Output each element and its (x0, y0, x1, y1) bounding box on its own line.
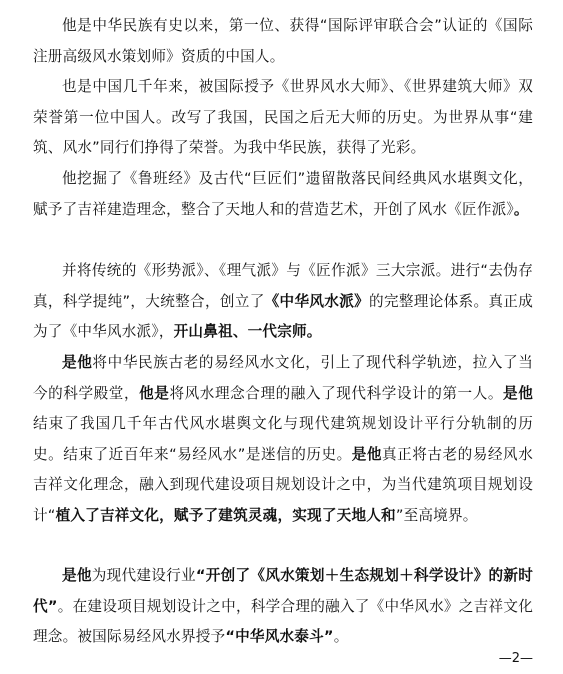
text-run: 他是中华民族有史以来，第一位、获得“国际评审联合会”认证的《国际注册高级风水策划师》资质的中国人。 (33, 17, 533, 65)
text-run: 为现代建设行业 (91, 567, 196, 584)
paragraph-3 (33, 164, 533, 225)
text-run: 并将传统的《形势派》、《理气派》与《匠作派》三大宗派。进行“去伪存真，科学提纯”，大统整合，创立了 (33, 262, 533, 310)
paragraph-1 (33, 11, 533, 72)
text-run-bold: 《中华风水派》 (264, 292, 370, 310)
text-run: 真正将古老的易经风水吉祥文化理念，融入到现代建设项目规划设计之中，为当代建筑项目规划设计“ (33, 445, 533, 524)
text-run: 将风水理念合理的融入了现代科学设计的第一人。 (169, 384, 504, 402)
text-run-bold: 开山鼻祖、一代宗师。 (173, 323, 322, 340)
paragraph-4 (33, 256, 533, 348)
text-run: 结束了我国几千年古代风水堪舆文化与现代建筑规划设计平行分轨制的历史。结束了近百年来“易经风水”是迷信的历史。 (33, 415, 533, 463)
text-run-bold: “中华风水泰斗” (225, 628, 334, 645)
paragraph-6 (33, 561, 533, 653)
text-run: 的完整理论体系。真正成为了《中华风水派》， (33, 292, 534, 340)
text-run-bold: 是他 (351, 445, 383, 463)
text-run: 将中华民族古老的易经风水文化，引上了现代科学轨迹，拉入了当今的科学殿堂， (33, 354, 533, 402)
text-run: 。在建设项目规划设计之中，科学合理的融入了《中华风水》之吉祥文化理念。被国际易经风水界授予 (33, 597, 533, 645)
text-run-bold: 植入了吉祥文化，赋予了建筑灵魂，实现了天地人和 (55, 506, 396, 524)
text-run-bold: 他是 (139, 384, 170, 402)
page-number: —2— (498, 651, 533, 666)
text-run: 他挖掘了《鲁班经》及古代“巨匠们”遗留散落民间经典风水堪舆文化，赋予了吉祥建造理念，整合了天地人和的营造艺术，开创了风水《匠作派》 (33, 170, 533, 218)
text-run-bold: 。 (513, 200, 529, 218)
text-run-bold: “开创了《风水策划＋生态规划＋科学设计》的新时代” (33, 567, 533, 615)
text-run-bold: 是他 (62, 567, 92, 584)
text-run-bold: 是他 (503, 384, 534, 402)
text-run-bold: 是他 (62, 354, 93, 371)
paragraph-5 (33, 348, 533, 531)
text-run: ”至高境界。 (395, 506, 478, 524)
paragraph-2 (33, 72, 533, 164)
text-run: 。 (333, 628, 349, 645)
text-run: 也是中国几千年来，被国际授予《世界风水大师》、《世界建筑大师》双荣誉第一位中国人。改写了我国，民国之后无大师的历史。为世界从事“建筑、风水”同行们挣得了荣誉。为我中华民族，获得了光彩。 (33, 78, 533, 156)
